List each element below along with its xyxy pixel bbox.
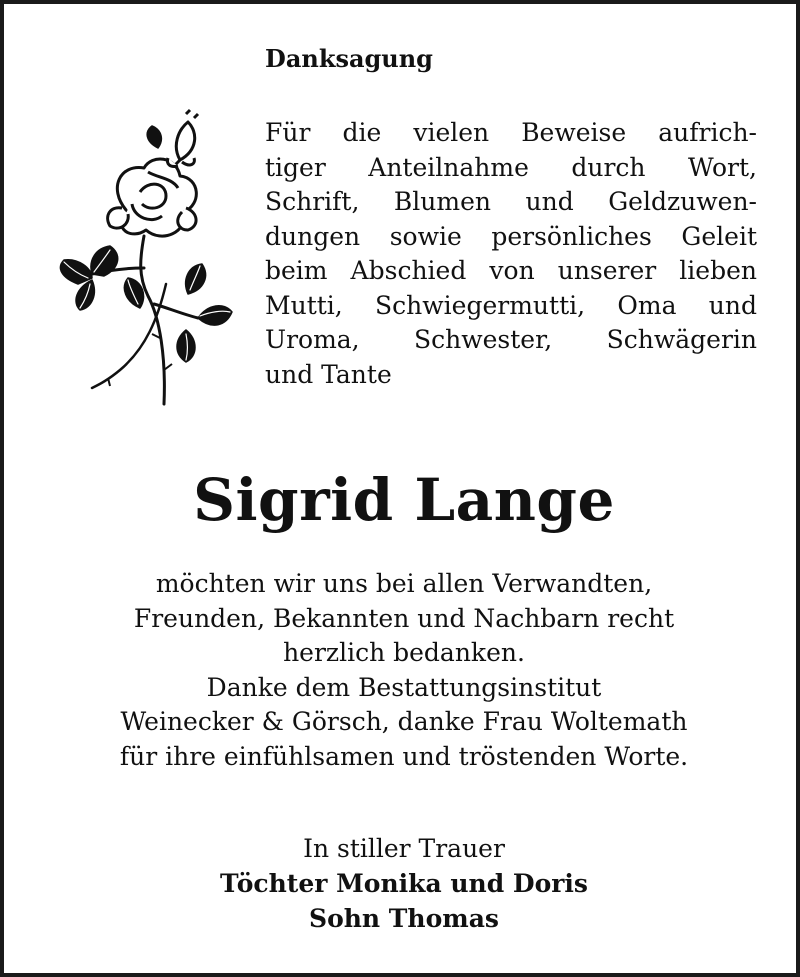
thanks-line: Weinecker & Görsch, danke Frau Woltemath xyxy=(120,707,688,737)
thanks-line: Danke dem Bestattungsinstitut xyxy=(206,672,602,702)
rose-icon xyxy=(48,108,234,410)
intro-line: und Tante xyxy=(265,359,392,389)
intro-line: Schrift, Blumen und Geldzuwen- xyxy=(265,187,757,216)
thanks-line: herzlich bedanken. xyxy=(283,638,525,668)
closing-line: In stiller Trauer xyxy=(303,834,505,863)
intro-line: Mutti, Schwiegermutti, Oma und xyxy=(265,290,757,320)
thanks-line: möchten wir uns bei allen Verwandten, xyxy=(155,569,653,598)
intro-line: tiger Anteilnahme durch Wort, xyxy=(265,152,757,182)
intro-line: dungen sowie persönliches Geleit xyxy=(265,221,757,251)
intro-line: beim Abschied von unserer lieben xyxy=(265,256,757,285)
signature-line: Sohn Thomas xyxy=(309,904,499,933)
closing-block xyxy=(4,831,800,936)
intro-text xyxy=(265,116,757,392)
thanks-line: Freunden, Bekannten und Nachbarn recht xyxy=(133,603,675,633)
signature-line: Töchter Monika und Doris xyxy=(220,869,588,898)
intro-line: Für die vielen Beweise aufrich- xyxy=(265,118,757,147)
heading: Danksagung xyxy=(265,44,433,73)
thanks-line: für ihre einfühlsamen und tröstenden Worte. xyxy=(119,741,689,771)
deceased-name: Sigrid Lange xyxy=(193,466,615,534)
intro-line: Uroma, Schwester, Schwägerin xyxy=(265,325,757,354)
thanks-text xyxy=(4,567,800,775)
